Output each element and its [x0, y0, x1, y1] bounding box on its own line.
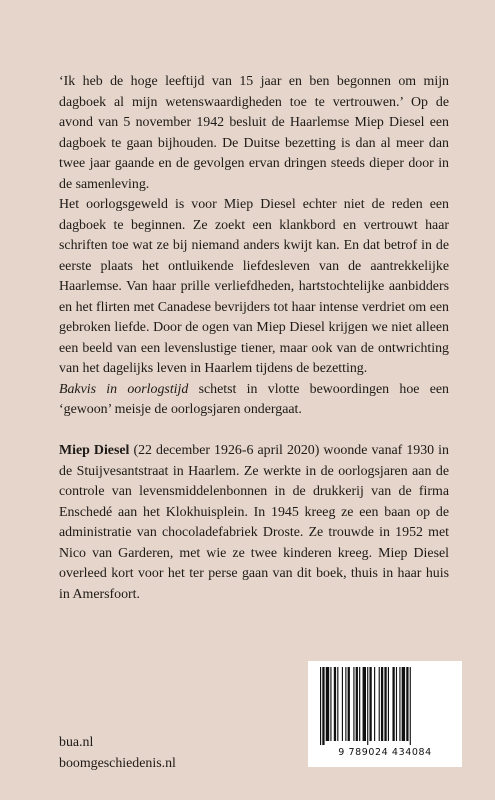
isbn-barcode	[308, 661, 462, 767]
back-cover-blurb	[59, 72, 449, 421]
barcode-bar	[345, 667, 346, 741]
barcode-bar	[392, 667, 394, 741]
barcode-bar	[320, 667, 321, 745]
barcode-bar	[353, 667, 354, 741]
barcode-bar	[379, 667, 380, 741]
blurb-paragraph-3-text: schetst in vlotte bewoordingen hoe een ‘gewoon’ meisje de oorlogsjaren ondergaat.	[59, 381, 449, 417]
barcode-bar	[359, 667, 360, 741]
barcode-bar	[384, 667, 386, 741]
blurb-paragraph-3	[59, 380, 449, 421]
barcode-bar	[388, 667, 389, 741]
author-bio-text: (22 december 1926-6 april 2020) woonde vanaf 1930 in de Stuijvesantstraat in Haarlem. Ze werkte in de oorlogsjaren aan de controle van levensmiddelenbonnen in de drukkerij van de firma Enschedé aan het Klokhuisplein. In 1945 kreeg ze een baan op de administratie van chocoladefabriek Droste. Ze trouwde in 1952 met Nico van Garderen, met wie ze twee kinderen kreeg. Miep Diesel overleed kort voor het ter perse gaan van dit boek, thuis in haar huis in Amersfoort.	[59, 443, 449, 602]
barcode-bar	[363, 667, 366, 741]
author-bio-paragraph	[59, 441, 449, 605]
blurb-paragraph-1: ‘Ik heb de hoge leeftijd van 15 jaar en ben begonnen om mijn dagboek al mijn wetenswaardigheden toe te vertrouwen.’ Op de avond van 5 november 1942 besluit de Haarlemse Miep Diesel een dagboek te gaan bijhouden. De Duitse bezetting is dan al meer dan twee jaar gaande en de gevolgen ervan dringen steeds dieper door in de samenleving.	[59, 74, 449, 192]
barcode-bar	[322, 667, 324, 745]
barcode-bar	[381, 667, 383, 741]
publisher-link-boomgeschiedenis[interactable]: boomgeschiedenis.nl	[59, 755, 176, 771]
blurb-paragraph-2: Het oorlogsgeweld is voor Miep Diesel echter niet de reden een dagboek te beginnen. Ze zoekt een klankbord en vertrouwt haar schriften toe wat ze bij niemand anders kwijt kan. En dat betrof in de eerste plaats het ontluikende liefdesleven van de aantrekkelijke Haarlemse. Van haar prille verliefdheden, hartstochtelijke aanbidders en het flirten met Canadese bevrijders tot haar intense verdriet om een gebroken liefde. Door de ogen van Miep Diesel krijgen we niet alleen een beeld van een levenslustige tiener, maar ook van de ontwrichting van het dagelijks leven in Haarlem tijdens de bezetting.	[59, 197, 449, 376]
barcode-bar	[369, 667, 371, 741]
barcode-bar	[334, 667, 336, 741]
barcode-bar	[367, 667, 368, 745]
barcode-bar	[396, 667, 397, 741]
barcode-bar	[337, 667, 338, 741]
barcode-bar	[342, 667, 343, 741]
author-bio	[59, 441, 449, 605]
barcode-bar	[330, 667, 331, 741]
isbn-number: 9 789024 434084	[338, 747, 432, 758]
barcode-bar	[399, 667, 400, 741]
barcode-bar	[410, 667, 411, 745]
barcode-bar	[406, 667, 408, 741]
barcode-bar	[356, 667, 358, 741]
barcode-bar	[348, 667, 350, 741]
publisher-link-bua[interactable]: bua.nl	[59, 735, 94, 750]
barcode-bar	[402, 667, 405, 741]
author-name: Miep Diesel	[59, 443, 130, 458]
barcode-bar	[326, 667, 329, 741]
barcode-bars	[318, 667, 452, 745]
publisher-links	[59, 733, 176, 774]
barcode-bar	[374, 667, 375, 741]
book-title: Bakvis in oorlogstijd	[59, 381, 189, 397]
